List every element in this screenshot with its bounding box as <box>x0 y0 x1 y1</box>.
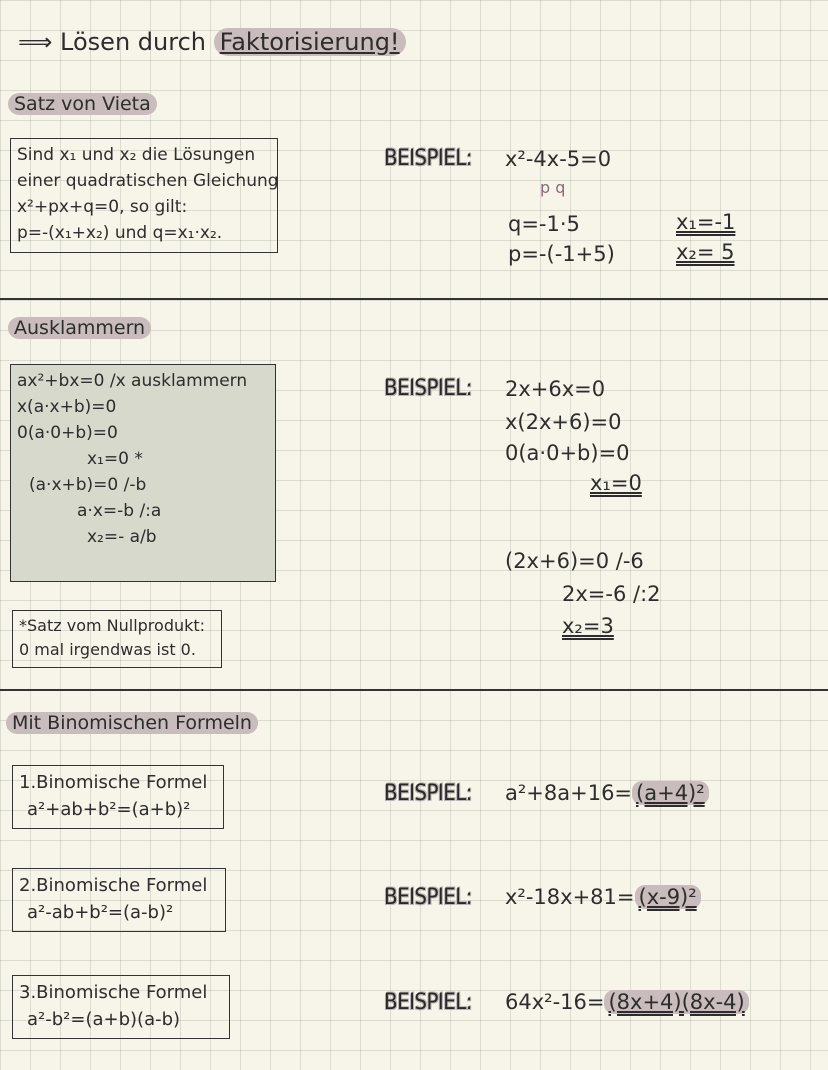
binom-example-2 <box>505 885 701 909</box>
divider-2 <box>0 689 828 691</box>
vieta-pq-label: p q <box>540 178 566 197</box>
vieta-x1: x₁=-1 <box>676 210 736 234</box>
binom-formula-box-1 <box>12 765 224 829</box>
binom-2-name: 2.Binomische Formel <box>19 875 208 896</box>
binom-3-formula: a²-b²=(a+b)(a-b) <box>27 1009 181 1030</box>
ausk-step-7: x₂=3 <box>562 614 614 638</box>
divider-1 <box>0 298 828 300</box>
beispiel-label-vieta: BEISPIEL: <box>384 146 472 171</box>
vieta-line-2: einer quadratischen Gleichung <box>17 171 279 191</box>
section-title-binomisch: Mit Binomischen Formeln <box>6 712 258 734</box>
binom-example-1 <box>505 781 709 805</box>
vieta-p-line: p=-(-1+5) <box>508 242 615 266</box>
header-highlight: Faktorisierung! <box>214 28 406 56</box>
binom-formula-box-3 <box>12 975 230 1039</box>
ausk-line-6: a·x=-b /:a <box>77 501 162 521</box>
binom-example-1-lhs: a²+8a+16= <box>505 781 633 805</box>
ausk-line-1: ax²+bx=0 /x ausklammern <box>17 371 248 391</box>
page-header <box>18 28 406 56</box>
binom-example-2-lhs: x²-18x+81= <box>505 885 635 909</box>
binom-1-formula: a²+ab+b²=(a+b)² <box>27 799 191 820</box>
ausk-step-5: (2x+6)=0 /-6 <box>505 549 644 573</box>
beispiel-label-binom-1: BEISPIEL: <box>384 781 472 806</box>
ausk-line-3: 0(a·0+b)=0 <box>17 423 118 443</box>
beispiel-label-ausklammern: BEISPIEL: <box>384 376 472 401</box>
nullprodukt-note <box>12 610 222 668</box>
section-title-ausklammern: Ausklammern <box>8 317 151 339</box>
ausk-line-7: x₂=- a/b <box>87 527 157 547</box>
ausk-step-6: 2x=-6 /:2 <box>562 582 661 606</box>
binom-example-1-rhs: (a+4)² <box>632 781 709 805</box>
vieta-q-line: q=-1·5 <box>508 212 580 236</box>
ausklammern-box <box>10 364 276 582</box>
binom-1-name: 1.Binomische Formel <box>19 772 208 793</box>
section-title-vieta: Satz von Vieta <box>8 93 157 115</box>
ausk-line-2: x(a·x+b)=0 <box>17 397 117 417</box>
binom-3-name: 3.Binomische Formel <box>19 982 208 1003</box>
ausk-line-4: x₁=0 * <box>87 449 143 469</box>
ausk-step-2: x(2x+6)=0 <box>505 410 622 434</box>
binom-example-2-rhs: (x-9)² <box>635 885 701 909</box>
binom-example-3-lhs: 64x²-16= <box>505 990 605 1014</box>
vieta-example-equation: x²-4x-5=0 <box>505 147 612 171</box>
vieta-line-3: x²+px+q=0, so gilt: <box>17 197 188 217</box>
beispiel-label-binom-3: BEISPIEL: <box>384 990 472 1015</box>
binom-example-3 <box>505 990 749 1014</box>
vieta-definition-box <box>10 138 278 253</box>
header-prefix: Lösen durch <box>60 28 206 56</box>
note-line-2: 0 mal irgendwas ist 0. <box>19 640 196 659</box>
ausk-step-1: 2x+6x=0 <box>505 377 606 401</box>
binom-example-3-rhs: (8x+4)(8x-4) <box>604 990 748 1014</box>
ausk-line-5: (a·x+b)=0 /-b <box>29 475 147 495</box>
vieta-line-4: p=-(x₁+x₂) und q=x₁·x₂. <box>17 223 223 243</box>
vieta-line-1: Sind x₁ und x₂ die Lösungen <box>17 145 256 165</box>
note-line-1: *Satz vom Nullprodukt: <box>19 616 206 635</box>
ausk-step-4: x₁=0 <box>590 471 642 495</box>
vieta-x2: x₂= 5 <box>676 240 735 264</box>
ausk-step-3: 0(a·0+b)=0 <box>505 441 630 465</box>
arrow-icon: ⟹ <box>18 28 53 56</box>
beispiel-label-binom-2: BEISPIEL: <box>384 885 472 910</box>
binom-formula-box-2 <box>12 868 226 932</box>
binom-2-formula: a²-ab+b²=(a-b)² <box>27 902 174 923</box>
